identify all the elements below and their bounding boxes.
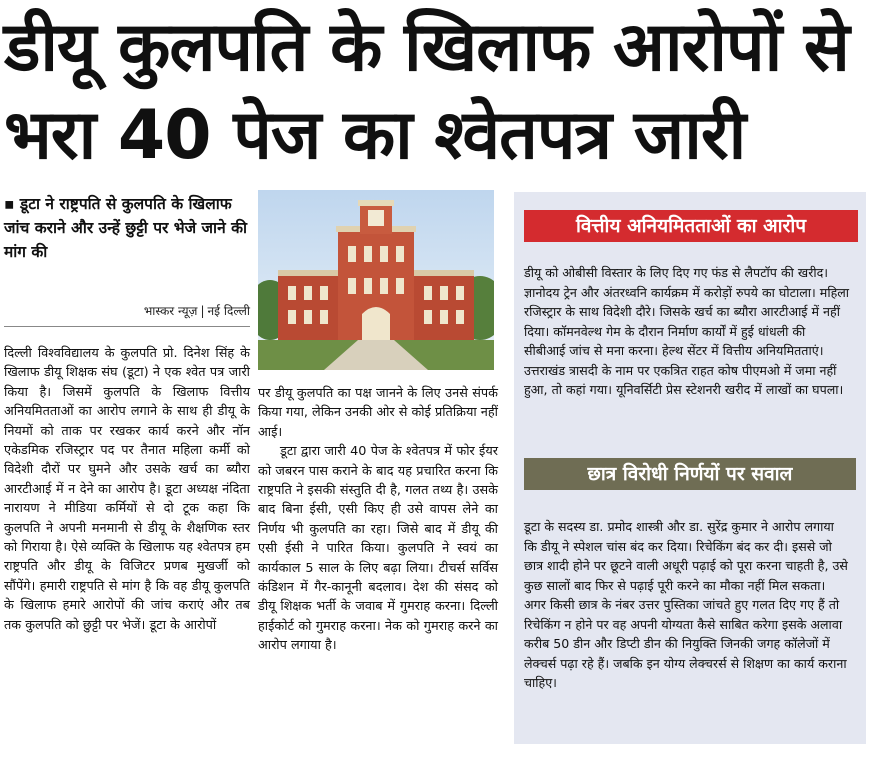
sidebar-heading-student: छात्र विरोधी निर्णयों पर सवाल — [524, 458, 856, 490]
byline-divider — [4, 326, 250, 327]
article-column-2 — [258, 384, 498, 656]
byline-agency: भास्कर न्यूज़ — [143, 304, 198, 318]
article-column-2-para-1: पर डीयू कुलपति का पक्ष जानने के लिए उनसे संपर्क किया गया, लेकिन उनकी ओर से कोई प्रतिक्रिया नहीं आई। — [258, 386, 498, 440]
sidebar-text-student: डूटा के सदस्य डा. प्रमोद शास्त्री और डा. सुरेंद्र कुमार ने आरोप लगाया कि डीयू ने स्पेशल चांस बंद कर दिया। रिचेकिंग बंद कर दी। इससे जो छात्र शादी होने पर छूटने वाली अधूरी पढ़ाई को पूरा करना चाहती है, उसे कुछ सालों बाद फिर से पढ़ाई पूरी करने का मौका नहीं मिल सकता। अगर किसी छात्र के नंबर उत्तर पुस्तिका जांचते हुए गलत दिए गए हैं तो रिचेकिंग न होने पर वह अपनी योग्यता कैसे साबित करेगा इसके अलावा करीब 50 डीन और डिप्टी डीन की नियुक्ति जिनकी जगह कॉलेजों में लेक्चर्स पढ़ा रहे हैं। जबकि इन योग्य लेक्चरर्स से शिक्षण का कार्य कराना चाहिए। — [524, 519, 848, 690]
article-column-1: दिल्ली विश्वविद्यालय के कुलपति प्रो. दिनेश सिंह के खिलाफ डीयू शिक्षक संघ (डूटा) ने एक श्वेत पत्र जारी किया है। जिसमें कुलपति के खिलाफ वित्तीय अनियमितताओं का आरोप लगाने के साथ ही डीयू के नियमों को ताक पर रखकर कार्य करने और नॉन एकेडमिक रजिस्ट्रार पद पर तैनात महिला कर्मी को विदेशी दौरों पर घुमने और उसके खर्च का ब्यौरा आरटीआई में न देने का आरोप है। डूटा अध्यक्ष नंदिता नारायण ने मीडिया कर्मियों से दो टूक कहा कि कुलपति ने अपनी मनमानी से डीयू के शैक्षणिक स्तर को गिराया है। ऐसे व्यक्ति के खिलाफ यह श्वेतपत्र हम राष्ट्रपति और डीयू के विजिटर प्रणब मुखर्जी को सौंपेंगे। हमारी राष्ट्रपति से मांग है कि वह डीयू कुलपति के खिलाफ हमारे आरोपों की जांच कराएं और तब तक कुलपति को छुट्टी पर भेजें। डूटा के आरोपों — [4, 346, 250, 633]
sidebar-heading-financial: वित्तीय अनियमितताओं का आरोप — [524, 210, 858, 242]
deck-subheadline: ▪ डूटा ने राष्ट्रपति से कुलपति के खिलाफ जांच कराने और उन्हें छुट्टी पर भेजे जाने की मांग की — [4, 195, 247, 261]
sidebar-text-financial: डीयू को ओबीसी विस्तार के लिए दिए गए फंड से लैपटॉप की खरीद। ज्ञानोदय ट्रेन और अंतरध्वनि कार्यक्रम में करोड़ों रुपये का घोटाला। महिला रजिस्ट्रार के साथ विदेशी दौरे। जिसके खर्च का ब्यौरा आरटीआई में नहीं दिया। कॉमनवेल्थ गेम के दौरान निर्माण कार्यों में हुई धांधली की सीबीआई जांच से मना करना। हेल्थ सेंटर में वित्तीय अनियमितताएं। उत्तराखंड त्रासदी के नाम पर एकत्रित राहत कोष पीएमओ में जमा नहीं हुआ, तो कहां गया। यूनिवर्सिटी प्रेस स्टेशनरी खरीद में लाखों का घपला। — [524, 265, 850, 397]
university-building-photo — [258, 190, 494, 370]
byline-city: नई दिल्ली — [207, 304, 250, 318]
headline: डीयू कुलपति के खिलाफ आरोपों से भरा 40 पेज का श्वेतपत्र जारी — [4, 8, 849, 175]
byline — [60, 302, 250, 319]
byline-separator: | — [200, 304, 205, 318]
article-column-2-para-2: डूटा द्वारा जारी 40 पेज के श्वेतपत्र में फोर ईयर को जबरन पास कराने के बाद यह प्रचारित करना कि राष्ट्रपति ने इसकी संस्तुति दी है, गलत तथ्य है। उसके बाद बिना ईसी, एसी किए ही उसे वापस लेने का निर्णय भी कुलपति का रहा। जिसे बाद में डीयू की एसी ईसी ने पारित किया। कुलपति ने स्वयं का कार्यकाल 5 साल के लिए बढ़ा लिया। टीचर्स सर्विस कंडिशन में गैर-कानूनी बदलाव। देश की संसद को डीयू शिक्षक भर्ती के जवाब में गुमराह करना। दिल्ली हाईकोर्ट को गुमराह करना। नेक को गुमराह करने का आरोप लगाया है। — [258, 444, 498, 654]
building-illustration — [258, 190, 494, 370]
